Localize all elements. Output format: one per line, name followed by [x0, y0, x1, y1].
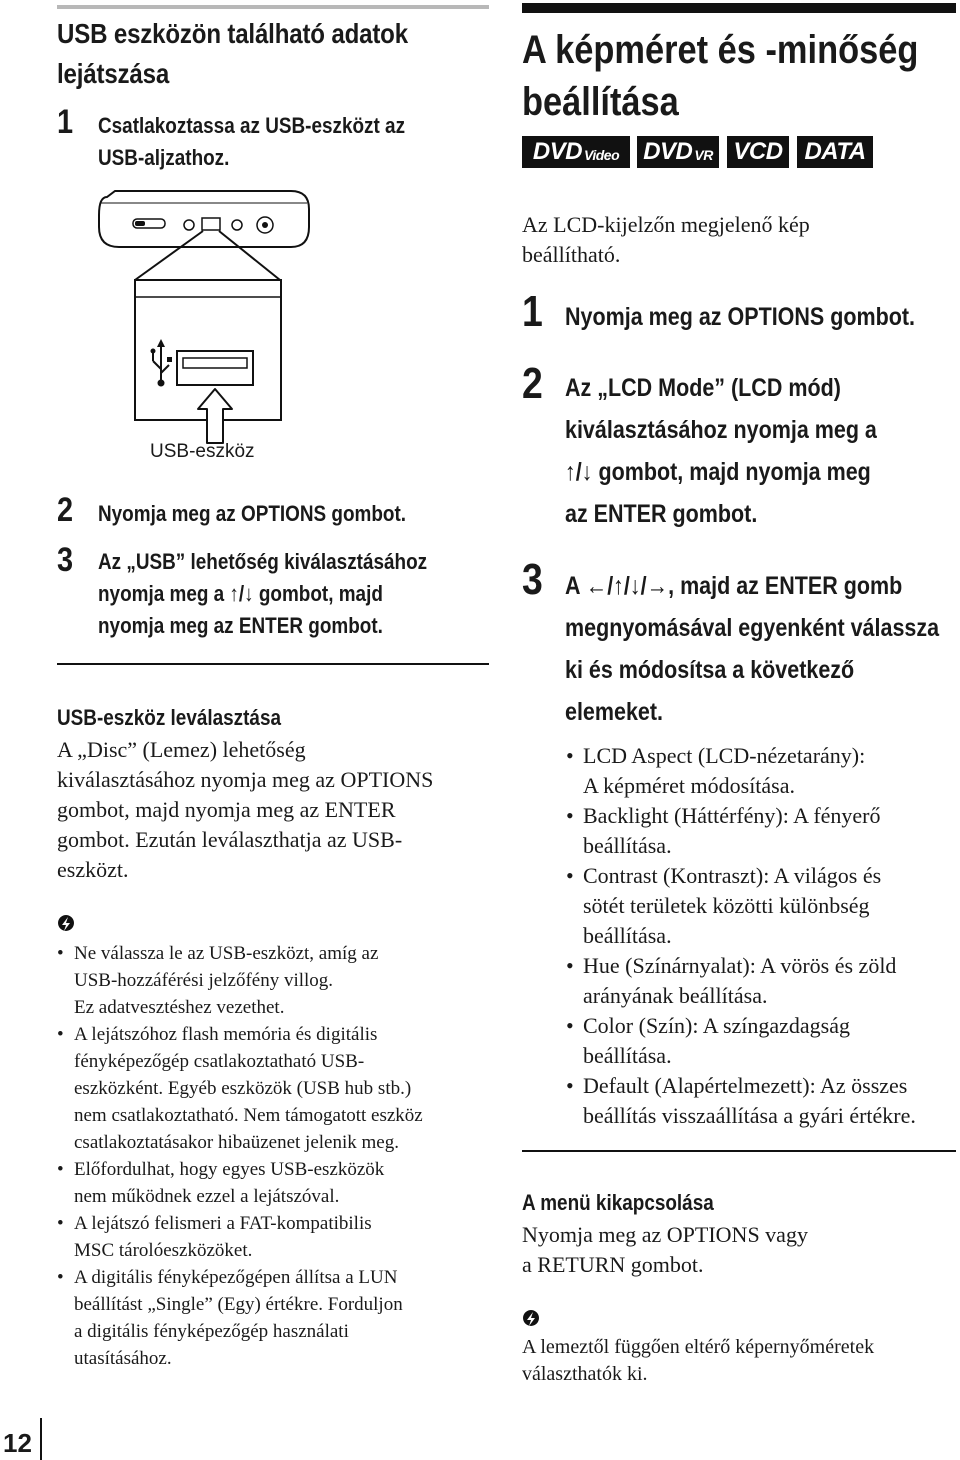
- setting-item: • Hue (Színárnyalat): A vörös és zöld arányának beállítása.: [566, 953, 897, 1008]
- right-section-title: [522, 24, 918, 128]
- note-item: • A lejátszóhoz flash memória és digitális fényképezőgép csatlakoztatható USB- eszközként. Egyéb eszközök (USB hub stb.) nem csatlakoztatható. Nem támogatott eszköz csatlakoztatásakor hibaüzenet jelenik meg.: [74, 1021, 494, 1156]
- badge-vcd: VCD: [727, 136, 789, 168]
- badge-dvd-vr: DVD VR: [637, 136, 719, 168]
- lcd-settings-list: [566, 741, 955, 1131]
- menu-off-heading: A menü kikapcsolása: [522, 1190, 714, 1215]
- disconnect-body: A „Disc” (Lemez) lehetőség kiválasztásához nyomja meg az OPTIONS gombot, majd nyomja meg az ENTER gombot. Ezután leválaszthatja az USB- eszközt.: [57, 737, 434, 882]
- bullet-dot: •: [566, 863, 574, 888]
- bullet-dot: •: [57, 1024, 64, 1045]
- right-intro: Az LCD-kijelzőn megjelenő kép beállítható.: [522, 212, 810, 267]
- right-title-line2: beállítása: [522, 80, 679, 124]
- left-step3-line3: nyomja meg az ENTER gombot.: [98, 613, 383, 638]
- disconnect-heading: USB-eszköz leválasztása: [57, 705, 282, 730]
- right-note: A lemeztől függően eltérő képernyőméretek választhatók ki.: [522, 1336, 875, 1385]
- badge-dvd-video: DVD Video: [522, 136, 630, 168]
- bullet-dot: •: [566, 743, 574, 768]
- left-title-line1: USB eszközön található adatok: [57, 18, 408, 49]
- av-out-jack: [232, 220, 242, 230]
- left-step3-line2: nyomja meg a ↑/↓ gombot, majd: [98, 581, 383, 606]
- left-step3-text: [98, 546, 427, 642]
- bullet-dot: •: [566, 1013, 574, 1038]
- left-step3-number: 3: [57, 541, 74, 579]
- left-top-rule: [57, 5, 489, 9]
- right-step2-text: Az „LCD Mode” (LCD mód) kiválasztásához nyomja meg a ↑/↓ gombot, majd nyomja meg az ENTER gombot.: [565, 374, 877, 528]
- bullet-dot: •: [566, 803, 574, 828]
- page-number-rule: [40, 1418, 42, 1460]
- note-icon: [57, 914, 75, 934]
- right-title-line1: A képméret és -minőség: [522, 28, 919, 72]
- left-step1-line2: USB-aljzathoz.: [98, 145, 230, 170]
- right-step2-number: 2: [522, 359, 543, 408]
- setting-item: • Color (Szín): A színgazdagság beállítása.: [566, 1013, 851, 1068]
- left-step1-line1: Csatlakoztassa az USB-eszközt az: [98, 113, 406, 138]
- left-step1-text: [98, 110, 405, 174]
- right-step1-number: 1: [522, 287, 543, 336]
- phones-jack: [184, 220, 194, 230]
- right-step3-text: A ←/↑/↓/→, majd az ENTER gomb megnyomásával egyenként válassza ki és módosítsa a következő elemeket.: [565, 572, 940, 726]
- left-step2-number: 2: [57, 491, 74, 529]
- note-item: • Ne válassza le az USB-eszközt, amíg az USB-hozzáférési jelzőfény villog. Ez adatvesztéshez vezethet.: [74, 940, 494, 1021]
- setting-item: • Contrast (Kontraszt): A világos és sötét területek közötti különbség beállítása.: [566, 863, 882, 948]
- note-item: • A lejátszó felismeri a FAT-kompatibilis MSC tárolóeszközöket.: [74, 1210, 494, 1264]
- left-divider: [57, 663, 489, 665]
- bullet-dot: •: [566, 953, 574, 978]
- note-icon: [522, 1309, 540, 1329]
- left-notes-list: [57, 940, 494, 1372]
- setting-item: • Backlight (Háttérfény): A fényerő beállítása.: [566, 803, 881, 858]
- right-divider: [522, 1150, 956, 1152]
- menu-off-body: Nyomja meg az OPTIONS vagy a RETURN gombot.: [522, 1222, 808, 1277]
- setting-item: • LCD Aspect (LCD-nézetarány): A képméret módosítása.: [566, 743, 866, 798]
- right-top-rule: [522, 3, 956, 13]
- bullet-dot: •: [566, 1073, 574, 1098]
- left-title-line2: lejátszása: [57, 58, 170, 89]
- usb-port-small: [202, 218, 220, 230]
- right-step1-text: Nyomja meg az OPTIONS gombot.: [565, 303, 916, 331]
- note-item: • Előfordulhat, hogy egyes USB-eszközök nem működnek ezzel a lejátszóval.: [74, 1156, 494, 1210]
- bullet-dot: •: [57, 943, 64, 964]
- bullet-dot: •: [57, 1213, 64, 1234]
- usb-connection-figure: [95, 185, 325, 475]
- left-step2-text: Nyomja meg az OPTIONS gombot.: [98, 501, 407, 526]
- left-step3-line1: Az „USB” lehetőség kiválasztásához: [98, 549, 428, 574]
- note-item: • A digitális fényképezőgépen állítsa a LUN beállítást „Single” (Egy) értékre. Forduljon a digitális fényképezőgép használati utasításához.: [74, 1264, 494, 1372]
- figure-caption: USB-eszköz: [150, 441, 255, 462]
- right-step3-number: 3: [522, 555, 543, 604]
- setting-item: • Default (Alapértelmezett): Az összes beállítás visszaállítása a gyári értékre.: [566, 1073, 916, 1128]
- left-section-title: [57, 14, 408, 94]
- page-number: 12: [3, 1428, 32, 1458]
- bullet-dot: •: [57, 1267, 64, 1288]
- left-step1-number: 1: [57, 103, 74, 141]
- badge-data: DATA: [797, 136, 873, 168]
- bullet-dot: •: [57, 1159, 64, 1180]
